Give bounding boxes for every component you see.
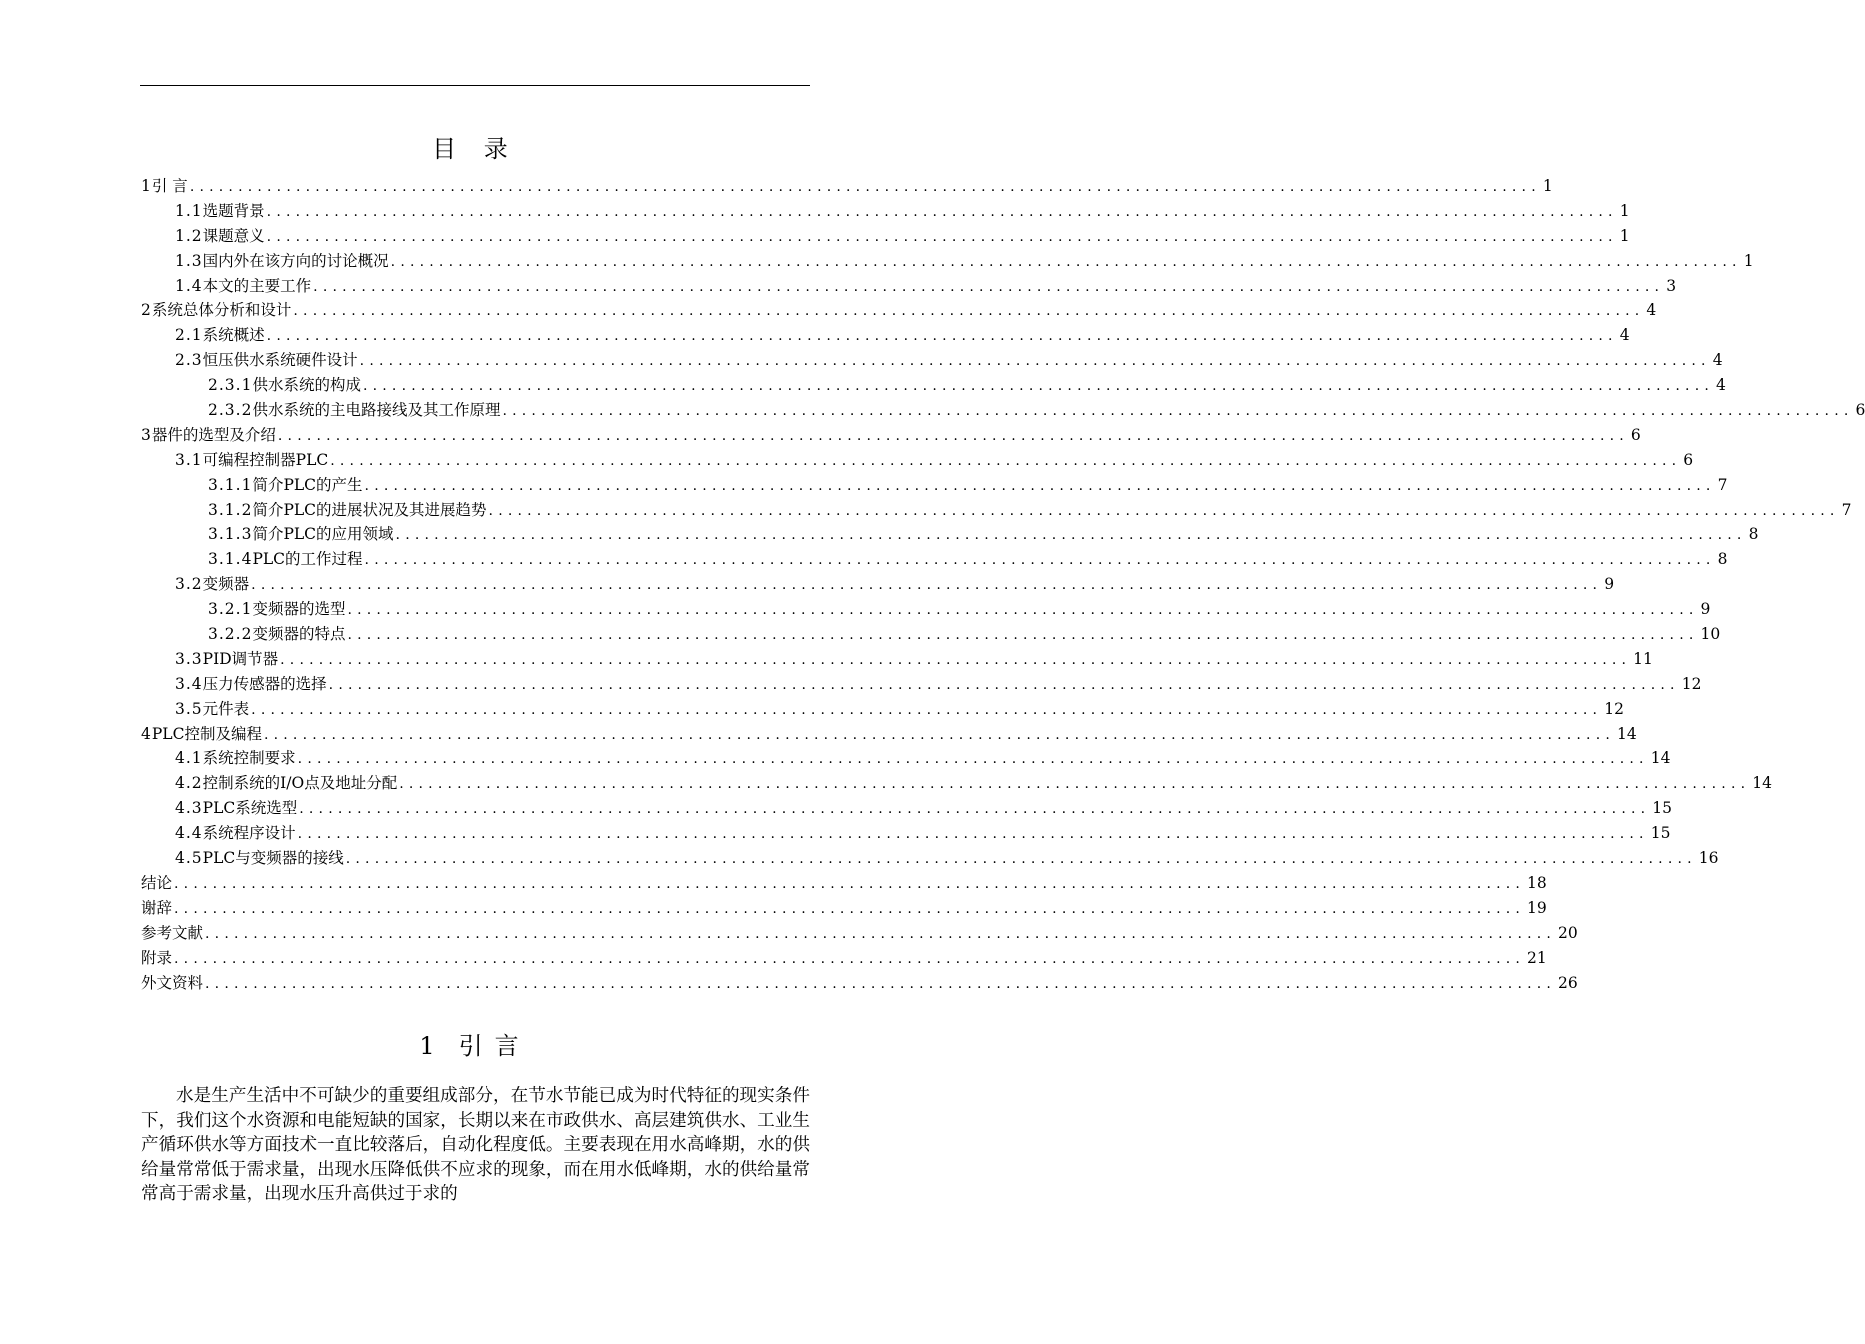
- toc-entry-label: 简介PLC的应用领域: [252, 525, 394, 544]
- toc-entry[interactable]: [141, 697, 1624, 722]
- toc-entry-page: 12: [1604, 699, 1624, 718]
- toc-entry[interactable]: [141, 722, 1637, 747]
- toc-entry-page: 15: [1652, 799, 1673, 818]
- toc-entry-page: 4: [1716, 376, 1726, 395]
- toc-dot-leader: ............................................................................................................................................: [174, 900, 1526, 917]
- toc-entry-number: 3.1.4: [208, 550, 253, 569]
- toc-entry-page: 6: [1855, 401, 1865, 420]
- toc-entry-page: 1: [1619, 201, 1630, 220]
- toc-dot-leader: ............................................................................................................................................: [488, 502, 1840, 519]
- toc-entry-number: 1.4: [175, 276, 203, 295]
- toc-entry-label: 系统程序设计: [202, 824, 296, 843]
- toc-entry-label: PLC控制及编程: [151, 724, 262, 743]
- toc-entry-label: 简介PLC的产生: [252, 475, 363, 494]
- toc-entry-number: 3.2: [175, 575, 203, 594]
- toc-entry-number: 4.3: [175, 799, 203, 818]
- toc-dot-leader: ............................................................................................................................................: [399, 776, 1751, 793]
- toc-entry[interactable]: [141, 896, 1547, 921]
- toc-entry[interactable]: [141, 746, 1671, 771]
- toc-dot-leader: ............................................................................................................................................: [297, 751, 1649, 768]
- toc-entry-label: 选题背景: [202, 201, 265, 220]
- toc-entry[interactable]: [141, 871, 1547, 896]
- toc-entry-label: PLC的工作过程: [252, 550, 363, 569]
- toc-entry[interactable]: [141, 199, 1630, 224]
- toc-entry-page: 20: [1558, 923, 1578, 942]
- toc-entry-number: 3.2.1: [208, 600, 253, 619]
- toc-entry-number: 3.4: [175, 674, 203, 693]
- toc-entry[interactable]: [141, 274, 1677, 299]
- toc-entry-number: 4.4: [175, 824, 203, 843]
- toc-entry-label: 器件的选型及介绍: [151, 425, 276, 444]
- toc-dot-leader: ............................................................................................................................................: [299, 801, 1651, 818]
- toc-entry-label: 本文的主要工作: [202, 276, 312, 295]
- toc-entry-page: 4: [1712, 351, 1723, 370]
- toc-entry[interactable]: [141, 771, 1772, 796]
- toc-dot-leader: ............................................................................................................................................: [280, 651, 1632, 668]
- toc-entry-page: 8: [1748, 525, 1759, 544]
- toc-entry-label: 引 言: [151, 177, 188, 195]
- toc-entry-label: 课题意义: [202, 226, 265, 245]
- toc-entry[interactable]: [141, 796, 1673, 821]
- section-number: 1: [419, 1032, 435, 1060]
- toc-dot-leader: ............................................................................................................................................: [328, 676, 1680, 693]
- toc-entry-page: 12: [1681, 674, 1702, 693]
- toc-dot-leader: ............................................................................................................................................: [277, 427, 1629, 444]
- toc-entry-label: 变频器的选型: [252, 600, 346, 619]
- toc-entry-page: 15: [1650, 824, 1671, 843]
- toc-entry-number: 2.3.1: [208, 376, 253, 395]
- toc-entry-label: PLC与变频器的接线: [202, 849, 344, 868]
- toc-entry-number: 3.3: [175, 649, 203, 668]
- toc-entry[interactable]: [141, 921, 1578, 946]
- toc-entry[interactable]: [141, 821, 1671, 846]
- toc-entry-number: 3.5: [175, 699, 203, 718]
- toc-entry-label: 谢辞: [141, 898, 173, 917]
- toc-dot-leader: ............................................................................................................................................: [364, 552, 1716, 569]
- toc-entry-page: 4: [1619, 326, 1630, 345]
- toc-entry-label: 外文资料: [141, 973, 204, 992]
- toc-dot-leader: ............................................................................................................................................: [266, 228, 1618, 245]
- toc-entry[interactable]: [141, 522, 1759, 547]
- toc-entry[interactable]: [141, 398, 1865, 423]
- toc-entry-label: 参考文献: [141, 923, 204, 942]
- toc-entry-number: 4.1: [175, 749, 203, 768]
- toc-dot-leader: ............................................................................................................................................: [174, 950, 1526, 967]
- toc-entry[interactable]: [141, 174, 1553, 199]
- toc-entry[interactable]: [141, 672, 1702, 697]
- toc-entry-page: 8: [1717, 550, 1728, 569]
- toc-entry[interactable]: [141, 622, 1721, 647]
- toc-entry-page: 1: [1743, 251, 1754, 270]
- toc-dot-leader: ............................................................................................................................................: [390, 253, 1742, 270]
- toc-entry-page: 26: [1558, 973, 1578, 992]
- toc-entry-page: 7: [1841, 500, 1852, 519]
- toc-entry-number: 3: [141, 425, 152, 444]
- toc-entry-label: 控制系统的I/O点及地址分配: [202, 774, 398, 793]
- toc-dot-leader: ............................................................................................................................................: [189, 179, 1541, 195]
- toc-entry-label: 恒压供水系统硬件设计: [202, 351, 358, 370]
- toc-entry[interactable]: [141, 846, 1719, 871]
- table-of-contents: [141, 174, 1865, 995]
- toc-dot-leader: ............................................................................................................................................: [362, 378, 1714, 395]
- toc-entry-page: 6: [1683, 450, 1694, 469]
- toc-entry-number: 1.2: [175, 226, 203, 245]
- toc-entry[interactable]: [141, 971, 1578, 996]
- toc-dot-leader: ............................................................................................................................................: [174, 875, 1526, 892]
- toc-dot-leader: ............................................................................................................................................: [347, 602, 1699, 619]
- toc-entry-label: 供水系统的构成: [252, 376, 361, 395]
- toc-entry-number: 3.2.2: [208, 625, 253, 644]
- toc-dot-leader: ............................................................................................................................................: [364, 477, 1716, 494]
- toc-dot-leader: ............................................................................................................................................: [251, 577, 1603, 594]
- toc-entry-label: 附录: [141, 948, 173, 967]
- toc-entry[interactable]: [141, 224, 1630, 249]
- toc-entry-label: PLC系统选型: [202, 799, 298, 818]
- toc-entry-number: 1.3: [175, 251, 203, 270]
- toc-entry[interactable]: [141, 373, 1726, 398]
- toc-entry-number: 2.3: [175, 351, 203, 370]
- toc-dot-leader: ............................................................................................................................................: [330, 452, 1682, 469]
- toc-entry[interactable]: [141, 249, 1754, 274]
- toc-entry[interactable]: [141, 298, 1657, 323]
- toc-dot-leader: ............................................................................................................................................: [297, 826, 1649, 843]
- toc-entry-label: 系统概述: [202, 326, 265, 345]
- toc-dot-leader: ............................................................................................................................................: [205, 975, 1557, 992]
- toc-entry-label: 系统控制要求: [202, 749, 296, 768]
- toc-entry-number: 3.1.2: [208, 500, 253, 519]
- toc-entry-number: 2: [141, 301, 152, 320]
- toc-entry-number: 4.5: [175, 849, 203, 868]
- toc-entry-number: 1: [141, 177, 152, 195]
- toc-entry-number: 4.2: [175, 774, 203, 793]
- toc-entry-label: 国内外在该方向的讨论概况: [202, 251, 389, 270]
- toc-dot-leader: ............................................................................................................................................: [263, 726, 1615, 743]
- toc-entry-number: 4: [141, 724, 152, 743]
- toc-entry-page: 3: [1666, 276, 1677, 295]
- toc-dot-leader: ............................................................................................................................................: [359, 353, 1711, 370]
- toc-entry-page: 10: [1700, 625, 1721, 644]
- toc-entry-page: 19: [1527, 898, 1547, 917]
- toc-dot-leader: ............................................................................................................................................: [266, 203, 1618, 220]
- toc-entry[interactable]: [141, 946, 1547, 971]
- toc-entry-page: 14: [1650, 749, 1671, 768]
- header-rule: [140, 85, 810, 86]
- toc-entry-label: 供水系统的主电路接线及其工作原理: [252, 401, 501, 420]
- toc-entry-number: 3.1.1: [208, 475, 253, 494]
- toc-entry-page: 18: [1527, 873, 1547, 892]
- toc-entry-page: 21: [1527, 948, 1547, 967]
- toc-entry-number: 3.1: [175, 450, 203, 469]
- toc-entry-label: 变频器的特点: [252, 625, 346, 644]
- toc-entry-label: 变频器: [202, 575, 250, 594]
- toc-entry[interactable]: [141, 423, 1641, 448]
- toc-entry[interactable]: [141, 348, 1723, 373]
- toc-title: 目 录: [432, 135, 518, 163]
- toc-dot-leader: ............................................................................................................................................: [293, 303, 1645, 320]
- toc-dot-leader: ............................................................................................................................................: [502, 403, 1854, 420]
- toc-entry-number: 2.1: [175, 326, 203, 345]
- toc-dot-leader: ............................................................................................................................................: [347, 627, 1699, 644]
- section-title: 引言: [458, 1032, 531, 1060]
- toc-entry[interactable]: [141, 473, 1728, 498]
- toc-entry-number: 1.1: [175, 201, 203, 220]
- toc-dot-leader: ............................................................................................................................................: [345, 851, 1697, 868]
- toc-entry-page: 1: [1619, 226, 1630, 245]
- toc-entry-label: PID调节器: [202, 649, 279, 668]
- toc-dot-leader: ............................................................................................................................................: [395, 527, 1747, 544]
- toc-entry-page: 16: [1698, 849, 1719, 868]
- toc-entry-label: 元件表: [202, 699, 250, 718]
- toc-entry-page: 11: [1633, 649, 1653, 668]
- toc-entry-page: 1: [1542, 177, 1553, 195]
- toc-entry-number: 2.3.2: [208, 401, 253, 420]
- toc-entry-page: 14: [1617, 724, 1637, 743]
- toc-entry-number: 3.1.3: [208, 525, 253, 544]
- toc-entry-page: 6: [1630, 425, 1641, 444]
- toc-entry[interactable]: [141, 597, 1711, 622]
- body-text: [141, 1084, 810, 1207]
- toc-entry-page: 7: [1717, 475, 1728, 494]
- toc-entry-label: 结论: [141, 873, 173, 892]
- intro-paragraph: 水是生产生活中不可缺少的重要组成部分，在节水节能已成为时代特征的现实条件下，我们这个水资源和电能短缺的国家，长期以来在市政供水、高层建筑供水、工业生产循环供水等方面技术一直比较落后，自动化程度低。主要表现在用水高峰期，水的供给量常常低于需求量，出现水压降低供不应求的现象，而在用水低峰期，水的供给量常常高于需求量，出现水压升高供过于求的: [141, 1086, 810, 1205]
- toc-entry[interactable]: [141, 448, 1694, 473]
- toc-entry-page: 9: [1604, 575, 1615, 594]
- toc-entry-label: 压力传感器的选择: [202, 674, 327, 693]
- toc-dot-leader: ............................................................................................................................................: [251, 701, 1603, 718]
- section-heading: [0, 1030, 950, 1062]
- toc-entry[interactable]: [141, 547, 1728, 572]
- toc-entry-label: 简介PLC的进展状况及其进展趋势: [252, 500, 487, 519]
- toc-entry-label: 系统总体分析和设计: [151, 301, 292, 320]
- toc-dot-leader: ............................................................................................................................................: [266, 328, 1618, 345]
- toc-entry[interactable]: [141, 323, 1630, 348]
- toc-entry[interactable]: [141, 572, 1615, 597]
- toc-entry[interactable]: [141, 647, 1653, 672]
- toc-entry-page: 14: [1752, 774, 1772, 793]
- toc-entry-label: 可编程控制器PLC: [202, 450, 329, 469]
- toc-dot-leader: ............................................................................................................................................: [313, 278, 1665, 295]
- toc-dot-leader: ............................................................................................................................................: [205, 925, 1557, 942]
- toc-entry-page: 9: [1700, 600, 1711, 619]
- toc-entry-page: 4: [1646, 301, 1657, 320]
- toc-entry[interactable]: [141, 498, 1852, 523]
